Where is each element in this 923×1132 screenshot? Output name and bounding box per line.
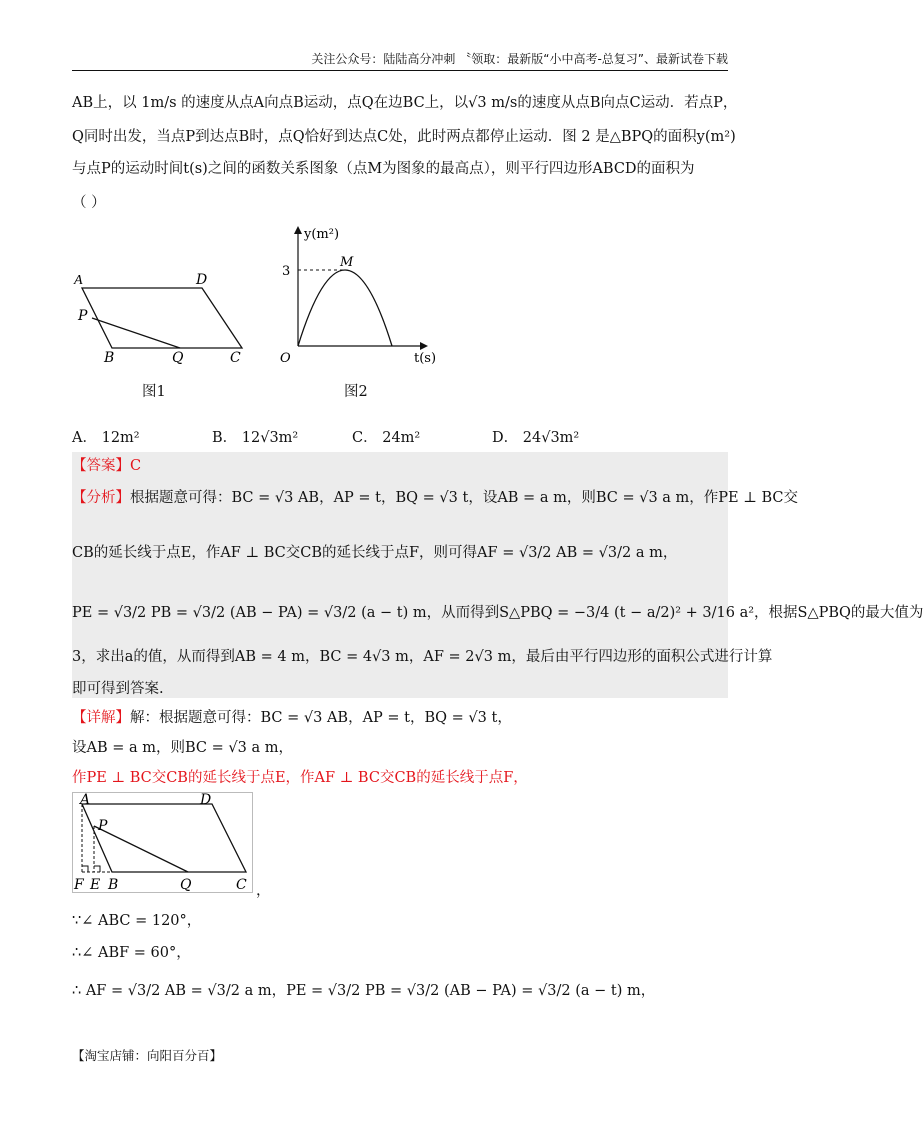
fig1-label-a: A — [74, 273, 83, 288]
fig3-label-f: F — [74, 877, 84, 893]
detail-step-1: ∵∠ ABC = 120°， — [72, 913, 202, 929]
fig1-label-p: P — [78, 308, 88, 324]
analysis-line-1: 【分析】根据题意可得：BC = √3 AB，AP = t，BQ = √3 t，设AB = a m，则BC = √3 a m，作PE ⊥ BC交 — [72, 490, 798, 506]
answer-line — [72, 455, 728, 477]
figure-3-parallelogram — [72, 792, 256, 896]
figure-2-graph — [272, 222, 452, 372]
analysis-line-5: 即可得到答案. — [72, 681, 164, 697]
figure-3-comma: ， — [256, 883, 271, 899]
fig3-label-e: E — [90, 877, 101, 893]
fig1-label-q: Q — [172, 350, 184, 366]
fig2-peak-value: 3 — [282, 264, 291, 279]
figure-2-caption: 图2 — [344, 384, 368, 400]
figure-1-caption: 图1 — [142, 384, 166, 400]
fig3-label-a: A — [80, 792, 91, 808]
detail-line-2: 设AB = a m，则BC = √3 a m， — [72, 740, 293, 756]
header-rule — [72, 70, 728, 71]
fig3-label-p: P — [98, 818, 108, 834]
analysis-line-2: CB的延长线于点E，作AF ⊥ BC交CB的延长线于点F，则可得AF = √3/2 AB = √3/2 a m， — [72, 545, 678, 561]
option-b[interactable]: B． 12√3m² — [212, 430, 299, 446]
fig2-ylabel: y(m²) — [304, 227, 340, 242]
answer-value: C — [130, 458, 142, 474]
question-line-4: （ ） — [72, 195, 106, 211]
fig3-label-c: C — [236, 877, 247, 893]
detail-line-3: 作PE ⊥ BC交CB的延长线于点E，作AF ⊥ BC交CB的延长线于点F， — [72, 770, 528, 786]
page-header: 关注公众号：陆陆高分冲刺 〝领取：最新版“小中高考-总复习”、最新试卷下载 — [311, 52, 728, 66]
fig3-label-d: D — [200, 792, 212, 808]
page-footer: 【淘宝店铺：向阳百分百】 — [72, 1048, 223, 1063]
fig2-peak-label: M — [340, 255, 354, 270]
option-a[interactable]: A． 12m² — [72, 430, 140, 446]
analysis-tag: 【分析】 — [72, 490, 130, 506]
option-c[interactable]: C． 24m² — [352, 430, 421, 446]
option-d[interactable]: D． 24√3m² — [492, 430, 580, 446]
detail-tag: 【详解】 — [72, 710, 130, 726]
answer-tag: 【答案】 — [72, 458, 130, 474]
figure-1-parallelogram — [72, 262, 262, 402]
detail-line-1: 【详解】解：根据题意可得：BC = √3 AB，AP = t，BQ = √3 t， — [72, 710, 512, 726]
analysis-line-4: 3，求出a的值，从而得到AB = 4 m，BC = 4√3 m，AF = 2√3 m，最后由平行四边形的面积公式进行计算 — [72, 649, 773, 665]
fig2-xlabel: t(s) — [414, 351, 437, 366]
fig1-label-b: B — [104, 350, 115, 366]
fig1-label-c: C — [230, 350, 241, 366]
fig2-origin: O — [280, 351, 291, 366]
question-line-1: AB上，以 1m/s 的速度从点A向点B运动，点Q在边BC上，以√3 m/s的速度从点B向点C运动．若点P， — [72, 95, 738, 111]
question-line-3: 与点P的运动时间t(s)之间的函数关系图象（点M为图象的最高点），则平行四边形ABCD的面积为 — [72, 161, 695, 177]
fig1-label-d: D — [196, 272, 208, 288]
analysis-line-3: PE = √3/2 PB = √3/2 (AB − PA) = √3/2 (a − t) m，从而得到S△PBQ = −3/4 (t − a/2)² + 3/16 a²，根据S△PBQ的最大值为 — [72, 605, 923, 621]
fig3-label-b: B — [108, 877, 119, 893]
question-line-2: Q同时出发，当点P到达点B时，点Q恰好到达点C处，此时两点都停止运动．图 2 是△BPQ的面积y(m²) — [72, 129, 736, 145]
detail-step-2: ∴∠ ABF = 60°， — [72, 945, 191, 961]
detail-step-3: ∴ AF = √3/2 AB = √3/2 a m，PE = √3/2 PB = √3/2 (AB − PA) = √3/2 (a − t) m， — [72, 983, 656, 999]
fig3-label-q: Q — [180, 877, 192, 893]
